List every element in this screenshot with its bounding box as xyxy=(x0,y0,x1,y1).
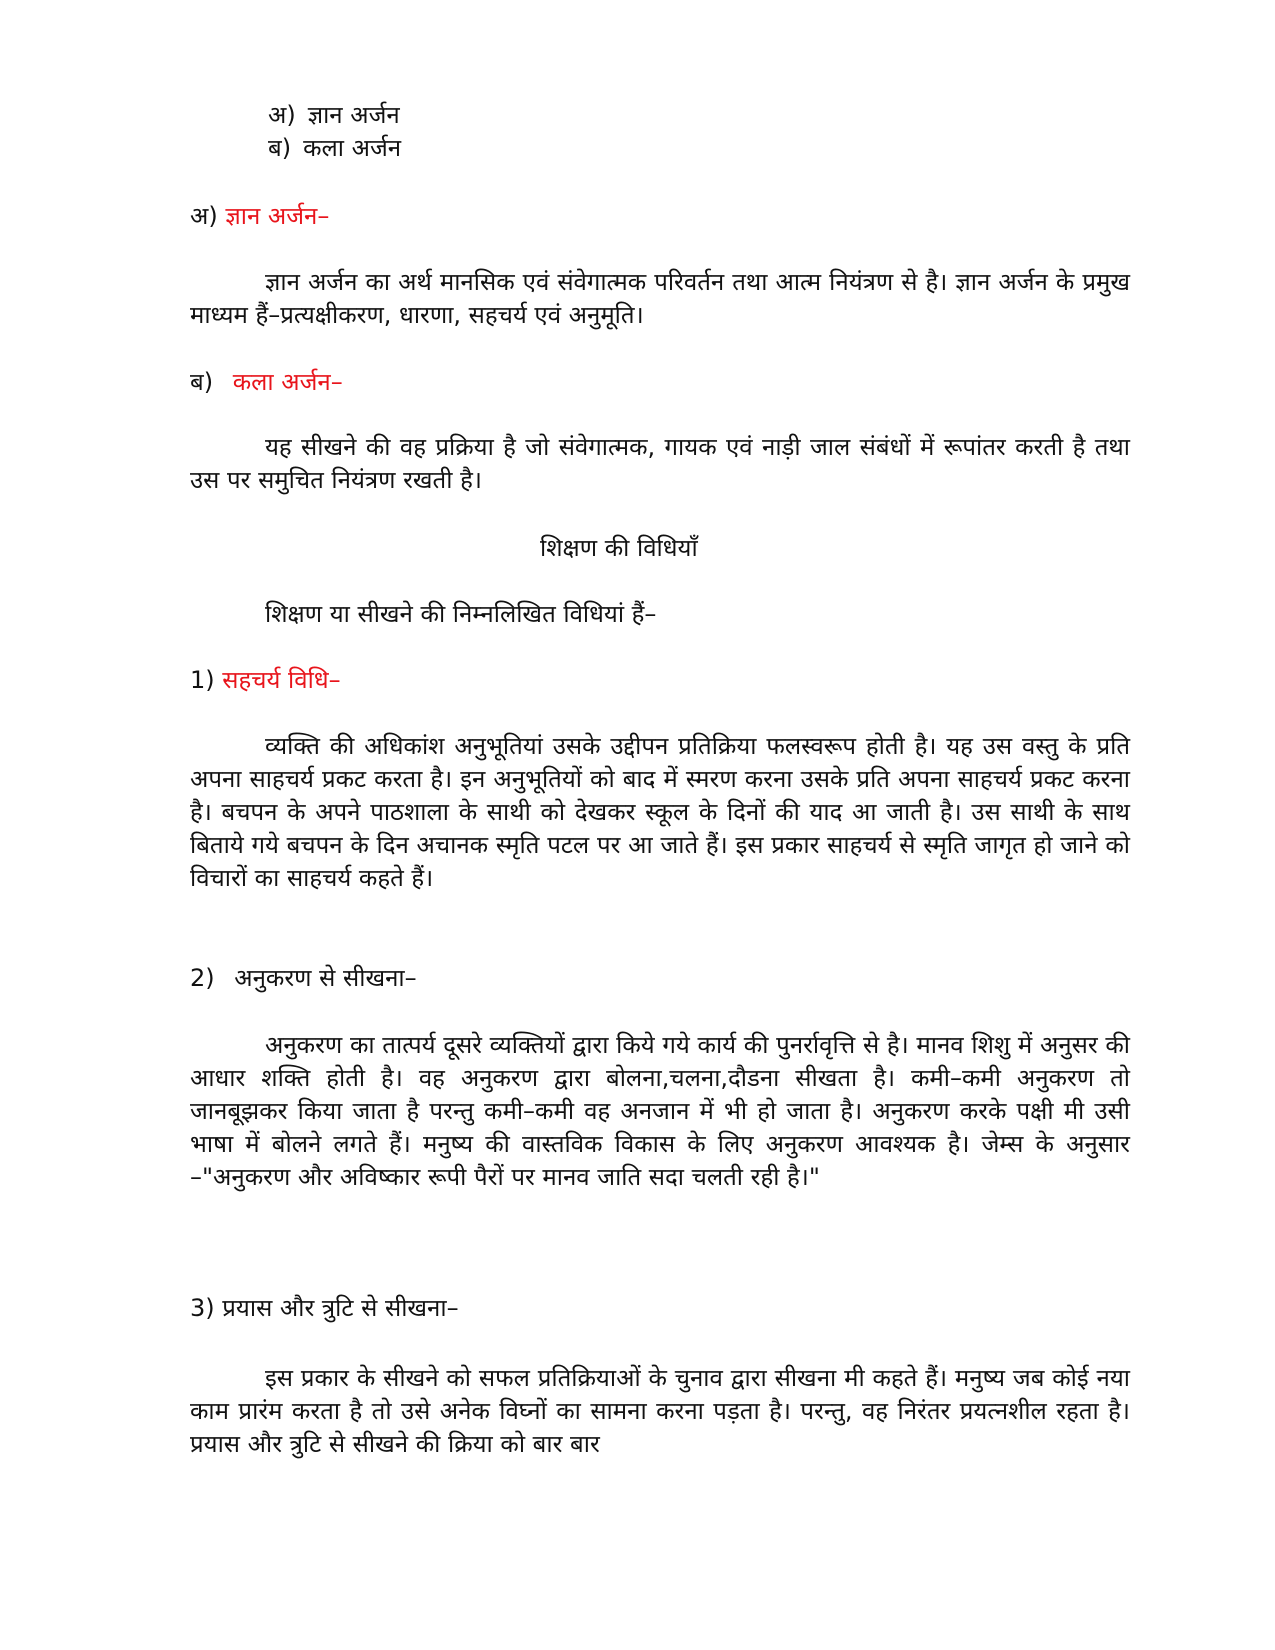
method-2-heading xyxy=(190,962,417,995)
method-title: सहचर्य विधि– xyxy=(222,666,341,694)
section-b-heading xyxy=(190,366,343,399)
section-marker: अ) xyxy=(190,202,218,230)
section-a-paragraph: ज्ञान अर्जन का अर्थ मानसिक एवं संवेगात्मक परिवर्तन तथा आत्म नियंत्रण से है। ज्ञान अर्जन के प्रमुख माध्यम हैं–प्रत्यक्षीकरण, धारणा, सहचर्य एवं अनुमूति। xyxy=(190,268,1130,329)
method-2-paragraph: अनुकरण का तात्पर्य दूसरे व्यक्तियों द्वारा किये गये कार्य की पुनर्रावृत्ति से है। मानव शिशु में अनुसर की आधार शक्ति होती है। वह अनुकरण द्वारा बोलना,चलना,दौडना सीखता है। कमी–कमी अनुकरण तो जानबूझकर किया जाता है परन्तु कमी–कमी वह अनजान में भी हो जाता है। अनुकरण करके पक्षी मी उसी भाषा में बोलने लगते हैं। मनुष्य की वास्तविक विकास के लिए अनुकरण आवश्यक है। जेम्स के अनुसार –"अनुकरण और अविष्कार रूपी पैरों पर मानव जाति सदा चलती रही है।" xyxy=(190,1031,1130,1191)
list-marker: अ) xyxy=(268,101,296,129)
methods-heading: शिक्षण की विधियाँ xyxy=(540,534,698,562)
method-title: अनुकरण से सीखना– xyxy=(234,964,417,992)
list-text: ज्ञान अर्जन xyxy=(307,101,400,129)
section-a-heading xyxy=(190,200,329,233)
method-3-paragraph: इस प्रकार के सीखने को सफल प्रतिक्रियाओं के चुनाव द्वारा सीखना मी कहते हैं। मनुष्य जब कोई नया काम प्रारंम करता है तो उसे अनेक विघ्नों का सामना करना पड़ता है। परन्तु, वह निरंतर प्रयत्नशील रहता है। प्रयास और त्रुटि से सीखने की क्रिया को बार बार xyxy=(190,1364,1130,1458)
method-1-paragraph: व्यक्ति की अधिकांश अनुभूतियां उसके उद्दीपन प्रतिक्रिया फलस्वरूप होती है। यह उस वस्तु के प्रति अपना साहचर्य प्रकट करता है। इन अनुभूतियों को बाद में स्मरण करना उसके प्रति अपना साहचर्य प्रकट करना है। बचपन के अपने पाठशाला के साथी को देखकर स्कूल के दिनों की याद आ जाती है। उस साथी के साथ बिताये गये बचपन के दिन अचानक स्मृति पटल पर आ जाते हैं। इस प्रकार साहचर्य से स्मृति जागृत हो जाने को विचारों का साहचर्य कहते हैं। xyxy=(190,732,1130,892)
section-marker: ब) xyxy=(190,368,214,396)
methods-intro: शिक्षण या सीखने की निम्नलिखित विधियां हैं– xyxy=(265,600,657,628)
section-title: कला अर्जन– xyxy=(232,368,343,396)
method-title: प्रयास और त्रुटि से सीखना– xyxy=(222,1294,459,1322)
method-1-heading xyxy=(190,664,341,697)
list-text: कला अर्जन xyxy=(303,134,402,162)
intro-list-item xyxy=(268,99,400,132)
section-title: ज्ञान अर्जन– xyxy=(225,202,330,230)
section-b-paragraph: यह सीखने की वह प्रक्रिया है जो संवेगात्मक, गायक एवं नाड़ी जाल संबंधों में रूपांतर करती है तथा उस पर समुचित नियंत्रण रखती है। xyxy=(190,433,1130,494)
list-marker: ब) xyxy=(268,134,292,162)
intro-list-item xyxy=(268,132,401,165)
method-marker: 2) xyxy=(190,964,215,992)
method-marker: 1) xyxy=(190,666,215,694)
method-3-heading xyxy=(190,1292,459,1325)
method-marker: 3) xyxy=(190,1294,215,1322)
